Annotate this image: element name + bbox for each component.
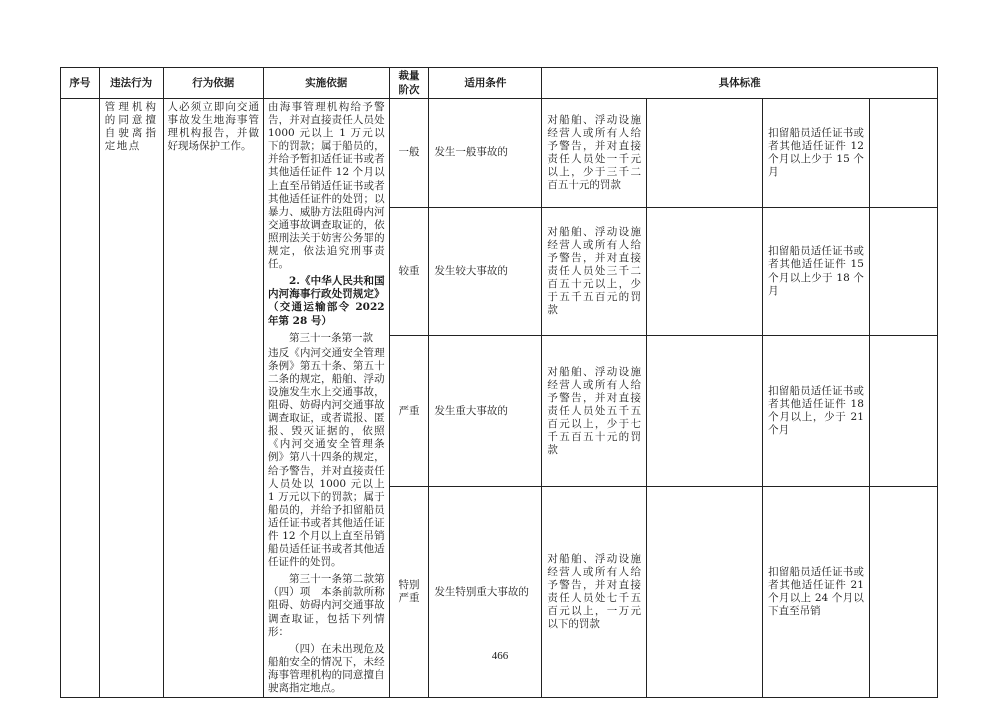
- level-cell: 一般: [389, 99, 429, 208]
- header-level: 裁量 阶次: [389, 68, 429, 99]
- condition-cell: 发生特别重大事故的: [429, 487, 542, 698]
- penalty-cell: 对船舶、浮动设施经营人或所有人给予警告，并对直接责任人员处一千元以上，少于三千二百五十元的罚款: [542, 99, 647, 208]
- empty-cell: [647, 336, 763, 487]
- seq-cell: [61, 99, 100, 698]
- header-basis: 行为依据: [163, 68, 263, 99]
- empty-cell: [647, 487, 763, 698]
- article-2: 第三十一条第二款第（四）项 本条前款所称阻碍、妨碍内河交通事故调查取证，包括下列情形：: [268, 573, 385, 638]
- condition-cell: 发生较大事故的: [429, 207, 542, 336]
- level-cell: 特别 严重: [389, 487, 429, 698]
- article-heading: 第三十一条第一款: [289, 331, 373, 344]
- certificate-cell: 扣留船员适任证书或者其他适任证件 21 个月以上 24 个月以下直至吊销: [763, 487, 870, 698]
- basis-text: 人必须立即向交通事故发生地海事管理机构报告，并做好现场保护工作。: [167, 101, 259, 153]
- empty-cell: [647, 99, 763, 208]
- penalty-cell: 对船舶、浮动设施经营人或所有人给予警告，并对直接责任人员处五千五百元以上，少于七千五百五十元的罚款: [542, 336, 647, 487]
- basis-cell: [163, 99, 263, 698]
- empty-cell: [647, 207, 763, 336]
- certificate-cell: 扣留船员适任证书或者其他适任证件 18 个月以上，少于 21 个月: [763, 336, 870, 487]
- empty-cell: [869, 207, 937, 336]
- condition-cell: 发生一般事故的: [429, 99, 542, 208]
- penalty-cell: 对船舶、浮动设施经营人或所有人给予警告，并对直接责任人员处三千二百五十元以上，少于五千五百元的罚款: [542, 207, 647, 336]
- table-header-row: [61, 68, 938, 99]
- violation-text: 管理机构的同意擅自驶离指定地点: [104, 101, 158, 153]
- regulation-title: 2.《中华人民共和国内河海事行政处罚规定》（交通运输部令 2022 年第 28 号）: [268, 275, 385, 327]
- header-violation: 违法行为: [99, 68, 163, 99]
- certificate-cell: 扣留船员适任证书或者其他适任证件 15 个月以上少于 18 个月: [763, 207, 870, 336]
- empty-cell: [869, 487, 937, 698]
- header-implementation: 实施依据: [264, 68, 390, 99]
- article-item-4: （四）在未出现危及船舶安全的情况下，未经海事管理机构的同意擅自驶离指定地点。: [268, 642, 385, 695]
- header-standard: 具体标准: [542, 68, 938, 99]
- implementation-cell: [264, 99, 390, 698]
- header-seq: 序号: [61, 68, 100, 99]
- discretion-standard-table: [60, 67, 938, 698]
- penalty-cell: 对船舶、浮动设施经营人或所有人给予警告，并对直接责任人员处七千五百元以上，一万元以下的罚款: [542, 487, 647, 698]
- table-row: [61, 99, 938, 208]
- article-body: 违反《内河交通安全管理条例》第五十条、第五十二条的规定，船舶、浮动设施发生水上交通事故，阻碍、妨碍内河交通事故调查取证，或者谎报、匿报、毁灭证据的，依照《内河交通安全管理条例》第八十四条的规定，给予警告，并对直接责任人员处以 1000 元以上 1 万元以下的罚款；属于船员的，并给予扣留船员适任证书或者其他适任证件 12 个月以上直至吊销船员适任证书或者其他适任证件的处罚。: [268, 346, 385, 569]
- implementation-part1: 由海事管理机构给予警告，并对直接责任人员处 1000 元以上 1 万元以下的罚款；属于船员的，并给予暂扣适任证书或者其他适任证件 12 个月以上直至吊销适任证书或者其他适任证件的处罚；以暴力、威胁方法阻碍内河交通事故调查取证的，依照刑法关于妨害公务罪的规定，依法追究刑事责任。: [268, 101, 385, 271]
- certificate-cell: 扣留船员适任证书或者其他适任证件 12 个月以上少于 15 个月: [763, 99, 870, 208]
- level-cell: 较重: [389, 207, 429, 336]
- page-number: 466: [491, 650, 509, 662]
- empty-cell: [869, 336, 937, 487]
- empty-cell: [869, 99, 937, 208]
- header-condition: 适用条件: [429, 68, 542, 99]
- violation-cell: [99, 99, 163, 698]
- condition-cell: 发生重大事故的: [429, 336, 542, 487]
- level-cell: 严重: [389, 336, 429, 487]
